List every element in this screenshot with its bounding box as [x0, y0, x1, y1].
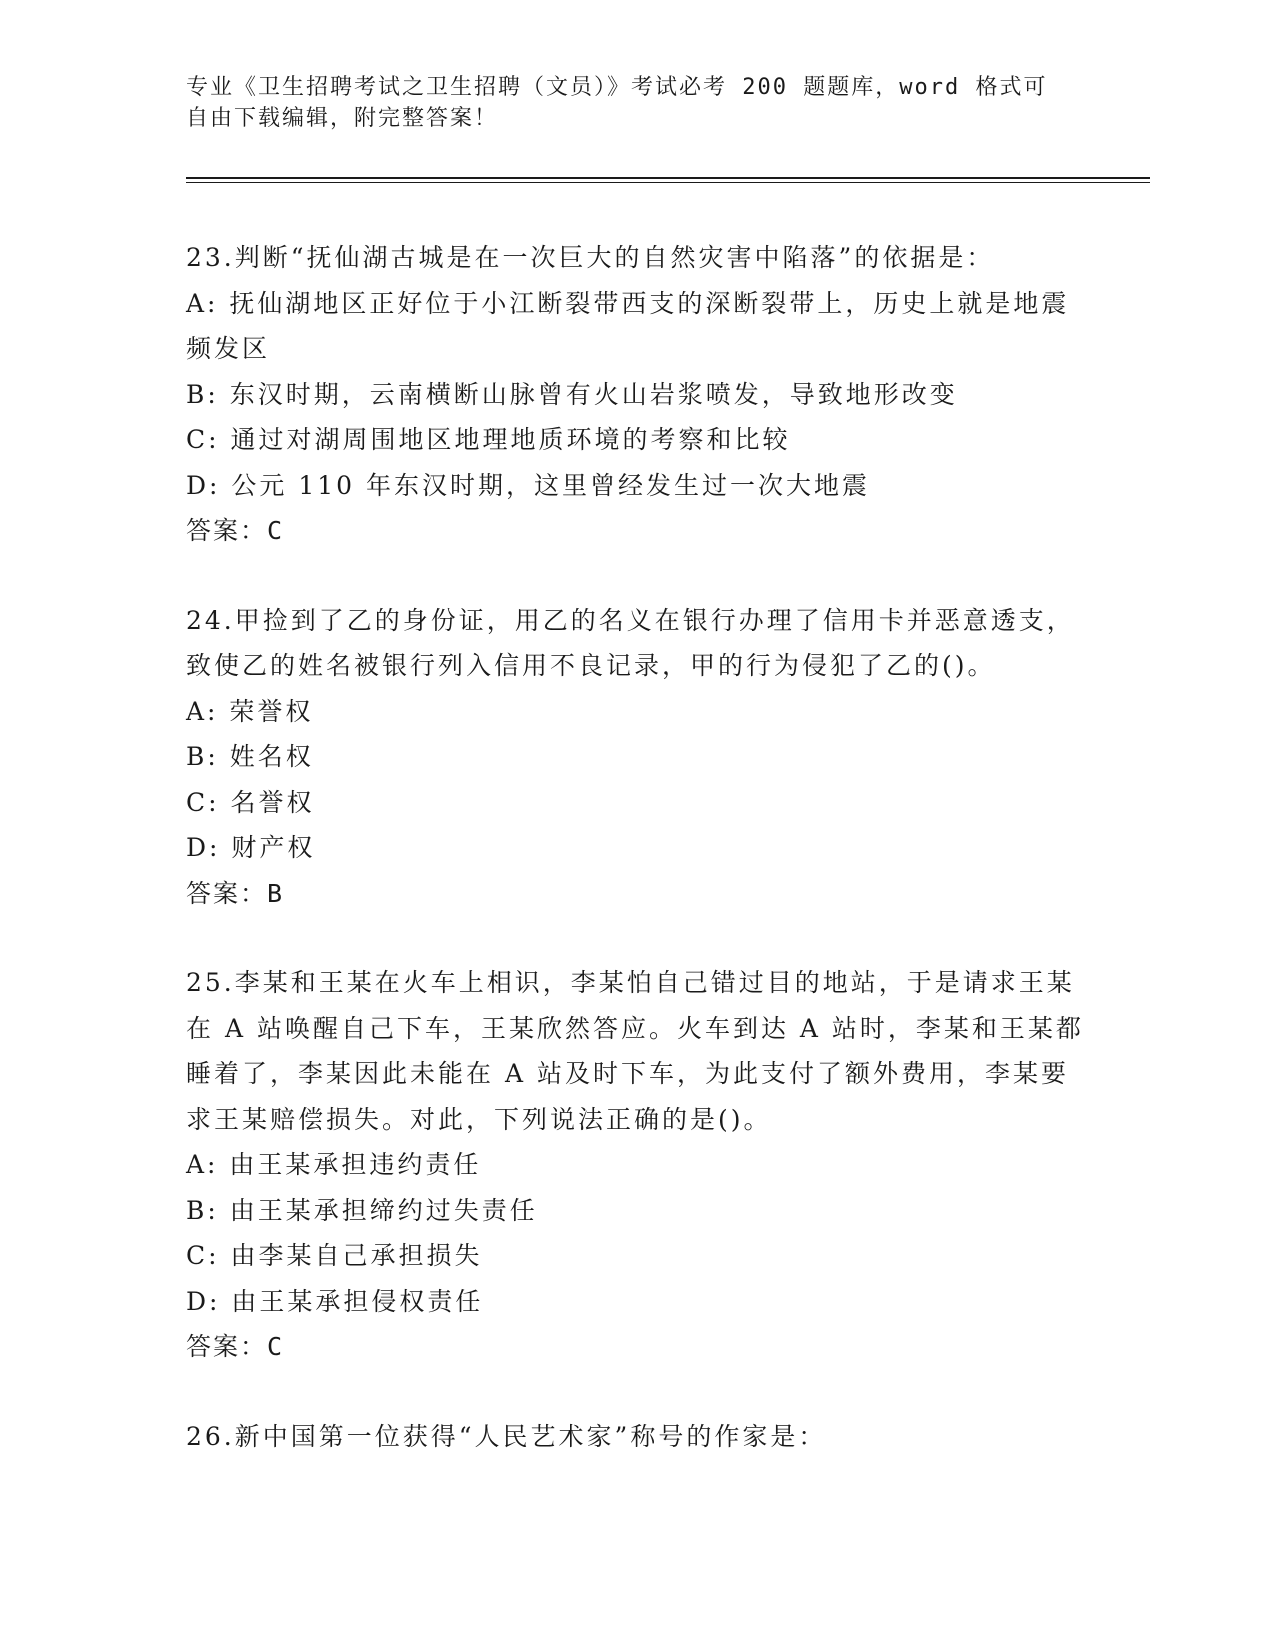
- option-a: A: 荣誉权: [186, 696, 314, 726]
- question-list: [186, 235, 1086, 1459]
- option-a: A: 由王某承担违约责任: [186, 1150, 482, 1179]
- option-d: D: 公元 110 年东汉时期，这里曾经发生过一次大地震: [186, 470, 871, 500]
- question-26: [186, 1414, 1086, 1460]
- question-stem: 24.甲捡到了乙的身份证，用乙的名义在银行办理了信用卡并恶意透支，致使乙的姓名被银行列入信用不良记录，甲的行为侵犯了乙的()。: [186, 605, 1075, 680]
- answer-label: 答案：: [186, 878, 268, 908]
- option-c: C: 由李某自己承担损失: [186, 1241, 483, 1270]
- answer-line: [186, 508, 1086, 554]
- option-b: B: 由王某承担缔约过失责任: [186, 1195, 538, 1225]
- answer-value: C: [267, 1332, 285, 1361]
- answer-value: B: [267, 878, 285, 908]
- option-d: D: 财产权: [186, 833, 316, 862]
- question-stem: 23.判断“抚仙湖古城是在一次巨大的自然灾害中陷落”的依据是：: [186, 243, 995, 272]
- option-b: B: 东汉时期，云南横断山脉曾有火山岩浆喷发，导致地形改变: [186, 379, 958, 409]
- option-d: D: 由王某承担侵权责任: [186, 1286, 484, 1316]
- answer-line: [186, 1324, 1086, 1370]
- question-23: [186, 235, 1086, 554]
- header-divider-thick: [186, 177, 1150, 179]
- question-25: [186, 960, 1086, 1370]
- header-intro: 专业《卫生招聘考试之卫生招聘（文员）》考试必考 200 题题库，word 格式可自由下载编辑，附完整答案！: [186, 75, 1048, 131]
- option-b: B: 姓名权: [186, 742, 314, 771]
- question-stem: 25.李某和王某在火车上相识，李某怕自己错过目的地站，于是请求王某在 A 站唤醒自己下车，王某欣然答应。火车到达 A 站时，李某和王某都睡着了，李某因此未能在 A 站及时下车，为此支付了额外费用，李某要求王某赔偿损失。对此，下列说法正确的是()。: [186, 968, 1084, 1134]
- option-c: C: 通过对湖周围地区地理地质环境的考察和比较: [186, 425, 791, 454]
- option-c: C: 名誉权: [186, 787, 315, 817]
- answer-label: 答案：: [186, 516, 268, 545]
- answer-value: C: [267, 516, 285, 545]
- header-divider-thin: [186, 182, 1150, 183]
- question-24: [186, 598, 1086, 917]
- question-stem: 26.新中国第一位获得“人民艺术家”称号的作家是：: [186, 1421, 827, 1451]
- option-a: A: 抚仙湖地区正好位于小江断裂带西支的深断裂带上，历史上就是地震频发区: [186, 288, 1070, 363]
- answer-line: [186, 871, 1086, 917]
- answer-label: 答案：: [186, 1332, 268, 1361]
